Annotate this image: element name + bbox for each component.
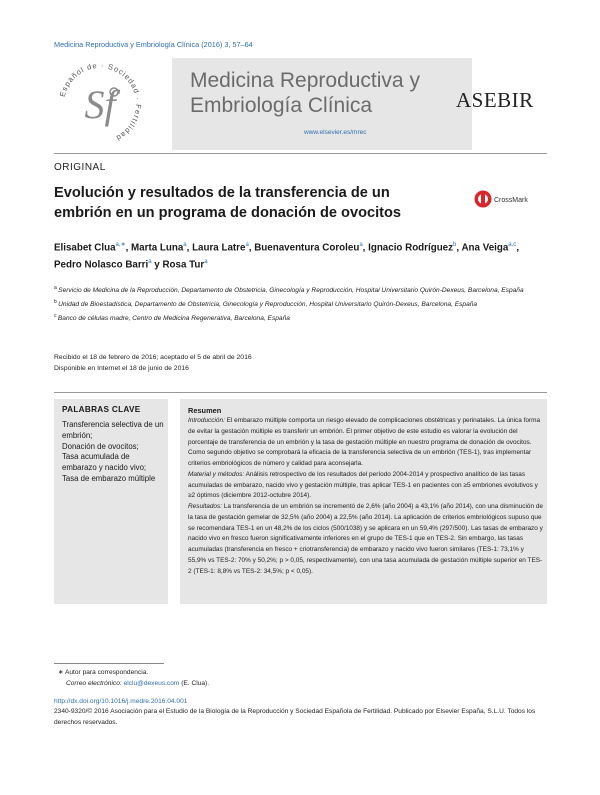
footnote-star: ∗ Autor para correspondencia. — [58, 669, 149, 676]
affiliation-item: $^a$ Servicio de Medicina de la Reproducción, Departamento de Obstetricia, Ginecología y Reproducción, Hospital Universitario Quirón-Dexeus, Barcelona, España — [54, 285, 524, 295]
author-name: Ignacio Rodríguez — [368, 242, 454, 254]
abstract-paragraph: Material y métodos: Análisis retrospectivo de los resultados del período 2004-2014 y prospectivo analítico de las tasas acumuladas de embarazo, nacido vivo y gestación múltiple, tras aplicar TES-1 en pacientes con ≥5 embriones evolutivos y ≥2 óptimos (diciembre 2012-octubre 2014). — [188, 470, 538, 500]
author-name: Ana Veiga — [461, 242, 509, 254]
journal-url-link[interactable]: www.elsevier.es/mrec — [304, 129, 367, 136]
author-affiliation-marker[interactable]: a — [245, 242, 249, 248]
author-affiliation-marker[interactable]: a — [148, 259, 152, 266]
keywords-box — [54, 399, 168, 604]
abstract-divider — [54, 392, 547, 393]
journal-masthead — [54, 58, 547, 150]
author-affiliation-marker[interactable]: b — [453, 242, 457, 248]
received-date: Recibido el 18 de febrero de 2016; aceptado el 5 de abril de 2016 — [54, 354, 252, 361]
author-name: Elisabet Clua — [54, 242, 116, 254]
keyword-item: Tasa acumulada de embarazo y nacido vivo; — [62, 452, 147, 473]
author-affiliation-marker[interactable]: a — [204, 259, 208, 266]
abstract-box — [180, 399, 547, 604]
online-date: Disponible en Internet el 18 de junio de 2016 — [54, 364, 189, 372]
affiliation-item: $^c$ Banco de células madre, Centro de Medicina Regenerativa, Barcelona, España — [54, 312, 290, 322]
logo-ring-text: Español de · Sociedad · Fertilidad — [57, 60, 144, 143]
author-email-link[interactable]: elclu@dexeus.com — [123, 679, 180, 687]
crossmark-badge[interactable] — [474, 188, 554, 210]
author-name: Buenaventura Coroleu — [254, 242, 360, 254]
email-label: Correo electrónico: — [66, 679, 122, 687]
society-logo — [54, 58, 146, 150]
keyword-item: Donación de ovocitos; — [62, 441, 139, 451]
author-name: Marta Luna — [131, 242, 184, 254]
author-affiliation-marker[interactable]: a — [359, 242, 363, 248]
keywords-list — [62, 420, 166, 485]
copyright-notice: 2340-9320/© 2016 Asociación para el Estudio de la Biología de la Reproducción y Sociedad Española de Fertilidad. Publicado por Elsevier España, S.L.U. Todos los derechos reservados. — [54, 708, 536, 726]
author-list: Elisabet Clua$^{a,∗}$, Marta Luna$^a$, Laura Latre$^a$, Buenaventura Coroleu$^a$, Ignacio Rodríguez$^b$, Ana Veiga$^{a,c}$, Pedro Nolasco Barri$^a$ y Rosa Tur$^a$ — [54, 242, 520, 271]
author-name: Pedro Nolasco Barri — [54, 259, 149, 271]
author-name: Rosa Tur — [162, 259, 205, 271]
keyword-item: Transferencia selectiva de un embrión; — [62, 420, 164, 440]
abstract-paragraph: Introducción: El embarazo múltiple comporta un riesgo elevado de complicaciones obstétricas y perinatales. La única forma de evitar la gestación múltiple es transferir un embrión. El primer objetivo de este estudio es valorar la evolución del porcentaje de transferencia de un embrión y la tasa de gestación múltiple en nuestro programa de donación de ovocitos. Como segundo objetivo se comprobará la eficacia de la transferencia selectiva de un embrión (TES-1), tras implementar criterios embriológicos de número y calidad para aconsejarla. — [188, 417, 541, 467]
abstract-paragraph: Resultados: La transferencia de un embrión se incrementó de 2,6% (año 2004) a 43,1% (año 2014), con una disminución de la tasa de gestación gemelar de 32,5% (año 2004) a 22,5% (año 2014). La aplicación de criterios embriológicos supuso que se recomendara TES-1 en un 48,2% de los ciclos (500/1038) y se aplicara en un 59,4% (297/500). Las tasas de embarazo y nacido vivo en fresco fueron significativamente inferiores en el grupo de TES-1 que en TES-2. Sin embargo, las tasas acumuladas (transferencia en fresco + criotransferencia) de embarazo y nacido vivo fueron similares (TES-1: 73,1% y 55,9% vs TES-2: 70% y 50,2%; p > 0,05, respectivamente), con una tasa acumulada de gestación múltiple superior en TES-2 (TES-1: 8,8% vs TES-2: 34,5%; p < 0,05). — [188, 503, 544, 575]
author-name: Laura Latre — [192, 242, 246, 254]
journal-title: Medicina Reproductiva y Embriología Clínica — [190, 69, 420, 117]
crossmark-label: CrossMark — [494, 197, 528, 204]
asebir-logo: ASEBIR — [456, 88, 534, 112]
doi-link[interactable]: http://dx.doi.org/10.1016/j.medre.2016.04.001 — [54, 698, 188, 705]
article-dates — [54, 353, 544, 374]
author-affiliation-marker[interactable]: a — [183, 242, 187, 248]
article-section-label: ORIGINAL — [54, 162, 106, 173]
corresponding-author-footnote — [54, 668, 534, 689]
header-divider — [54, 153, 547, 154]
journal-title-box — [172, 58, 472, 150]
svg-text:Sf: Sf — [84, 82, 116, 127]
affiliations — [54, 283, 544, 325]
article-title: Evolución y resultados de la transferencia de un embrión en un programa de donación de ovocitos — [54, 185, 402, 221]
abstract-body — [188, 416, 543, 577]
email-owner: (E. Clua). — [179, 679, 210, 687]
keyword-item: Tasa de embarazo múltiple — [62, 473, 156, 483]
author-affiliation-marker[interactable]: a,∗ — [115, 242, 126, 248]
keywords-heading: PALABRAS CLAVE — [62, 405, 141, 414]
affiliation-item: $^b$ Unidad de Bioestadística, Departamento de Obstetricia, Ginecología y Reproducción, Hospital Universitario Quirón-Dexeus, Barcelona, España — [54, 298, 478, 309]
footnote-divider — [54, 663, 164, 664]
journal-citation[interactable]: Medicina Reproductiva y Embriología Clínica (2016) 3, 57–64 — [54, 40, 253, 49]
author-affiliation-marker[interactable]: a,c — [508, 242, 517, 248]
abstract-heading: Resumen — [188, 406, 222, 415]
